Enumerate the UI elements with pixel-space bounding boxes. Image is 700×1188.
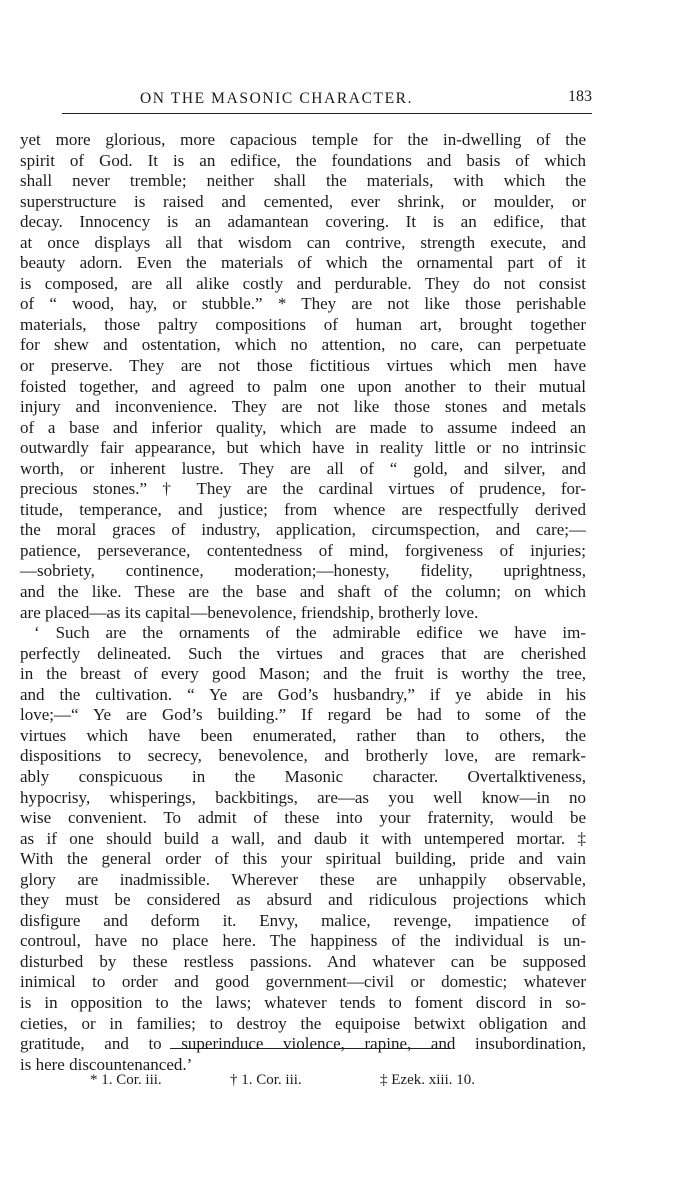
text-line: disfigure and deform it. Envy, malice, revenge, impatience of: [20, 910, 586, 930]
text-line: worth, or inherent lustre. They are all of “ gold, and silver, and: [20, 458, 586, 478]
footnote-1: * 1. Cor. iii.: [90, 1072, 162, 1088]
running-header: [62, 84, 592, 114]
text-line: controul, have no place here. The happiness of the individual is un-: [20, 931, 586, 951]
text-line: dispositions to secrecy, benevolence, and brotherly love, are remark-: [20, 746, 586, 766]
text-line: yet more glorious, more capacious temple for the in-dwelling of the: [20, 130, 586, 149]
text-line: wise convenient. To admit of these into your fraternity, would be: [20, 808, 586, 828]
text-line: the moral graces of industry, application, circumspection, and care;—: [20, 520, 586, 540]
text-line: —sobriety, continence, moderation;—honesty, fidelity, uprightness,: [20, 561, 586, 581]
text-line: is in opposition to the laws; whatever tends to foment discord in so-: [20, 992, 586, 1012]
text-line: of a base and inferior quality, which are made to assume indeed an: [20, 417, 586, 437]
text-line: perfectly delineated. Such the virtues and graces that are cherished: [20, 643, 586, 663]
text-line: superstructure is raised and cemented, ever shrink, or moulder, or: [20, 191, 586, 211]
text-line: hypocrisy, whisperings, backbitings, are—as you well know—in no: [20, 787, 586, 807]
text-line: virtues which have been enumerated, rather than to others, the: [20, 725, 586, 745]
text-line: inimical to order and good government—civil or domestic; whatever: [20, 972, 586, 992]
text-line: disturbed by these restless passions. And whatever can be supposed: [20, 951, 586, 971]
text-line: glory are inadmissible. Wherever these are unhappily observable,: [20, 869, 586, 889]
text-line: spirit of God. It is an edifice, the foundations and basis of which: [20, 150, 586, 170]
text-line: gratitude, and to superinduce violence, rapine, and insubordination,: [20, 1034, 586, 1054]
text-line: are placed—as its capital—benevolence, friendship, brotherly love.: [20, 602, 479, 622]
text-line: is composed, are all alike costly and perdurable. They do not consist: [20, 273, 586, 293]
text-line: in the breast of every good Mason; and the fruit is worthy the tree,: [20, 664, 586, 684]
text-line: foisted together, and agreed to palm one upon another to their mutual: [20, 376, 586, 396]
text-line: and the like. These are the base and shaft of the column; on which: [20, 582, 586, 602]
text-line: patience, perseverance, contentedness of mind, forgiveness of injuries;: [20, 540, 586, 560]
text-line: or preserve. They are not those fictitious virtues which men have: [20, 356, 586, 376]
text-line: at once displays all that wisdom can contrive, strength execute, and: [20, 232, 586, 252]
running-title: ON THE MASONIC CHARACTER.: [140, 90, 414, 107]
text-line: precious stones.” † They are the cardinal virtues of prudence, for-: [20, 479, 586, 499]
text-line: as if one should build a wall, and daub it with untempered mortar. ‡: [20, 828, 586, 848]
text-line: decay. Innocency is an adamantean covering. It is an edifice, that: [20, 212, 586, 232]
text-line: outwardly fair appearance, but which have in reality little or no intrinsic: [20, 438, 586, 458]
text-line: injury and inconvenience. They are not like those stones and metals: [20, 397, 586, 417]
header-rule: [62, 113, 592, 114]
text-line: for shew and ostentation, which no attention, no care, can perpetuate: [20, 335, 586, 355]
body-text: [20, 130, 586, 1075]
text-line: ‘ Such are the ornaments of the admirable edifice we have im-: [34, 623, 586, 643]
footnote-rule: [170, 1048, 450, 1049]
text-line: shall never tremble; neither shall the materials, with which the: [20, 171, 586, 191]
text-line: ably conspicuous in the Masonic character. Overtalktiveness,: [20, 766, 586, 786]
text-line: love;—“ Ye are God’s building.” If regard be had to some of the: [20, 705, 586, 725]
text-line: cieties, or in families; to destroy the equipoise betwixt obligation and: [20, 1013, 586, 1033]
text-line: With the general order of this your spiritual building, pride and vain: [20, 849, 586, 869]
text-line: and the cultivation. “ Ye are God’s husbandry,” if ye abide in his: [20, 684, 586, 704]
text-line: materials, those paltry compositions of human art, brought together: [20, 314, 586, 334]
text-line: beauty adorn. Even the materials of which the ornamental part of it: [20, 253, 586, 273]
text-line: they must be considered as absurd and ridiculous projections which: [20, 890, 586, 910]
page-number: 183: [568, 88, 592, 105]
text-line: is here discountenanced.’: [20, 1054, 193, 1074]
footnote-2: † 1. Cor. iii.: [230, 1072, 302, 1088]
text-line: titude, temperance, and justice; from whence are respectfully derived: [20, 499, 586, 519]
footnote-3: ‡ Ezek. xiii. 10.: [380, 1072, 475, 1088]
text-line: of “ wood, hay, or stubble.” * They are not like those perishable: [20, 294, 586, 314]
